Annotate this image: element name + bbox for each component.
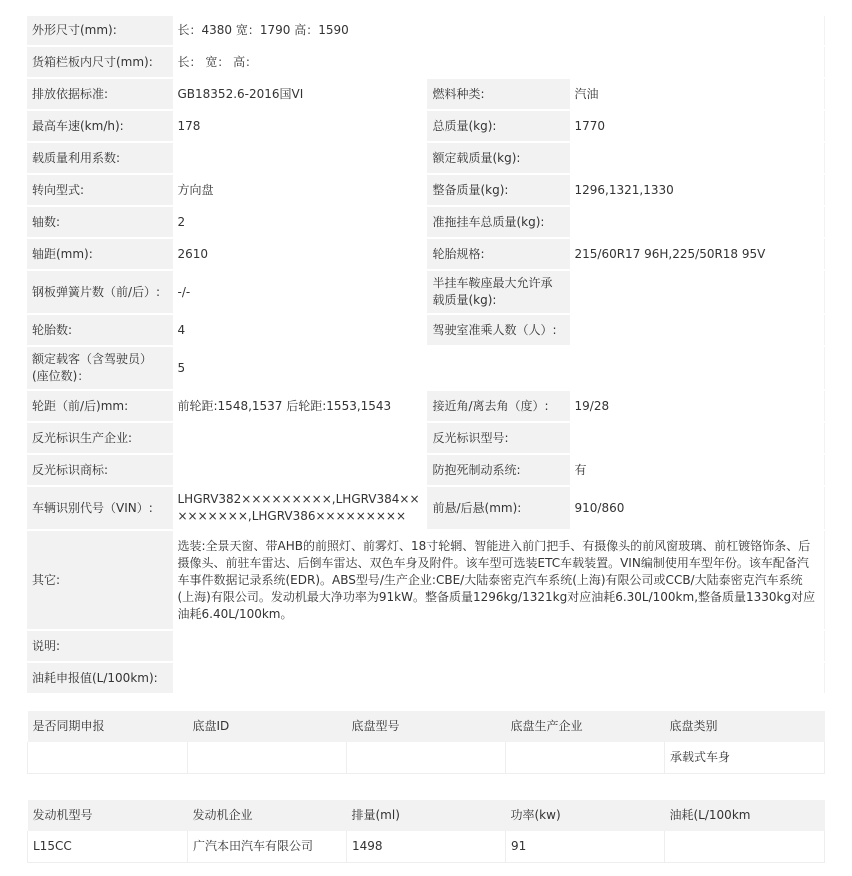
trailer-value	[569, 206, 824, 238]
chassis-header-row	[28, 711, 825, 742]
speed-label: 最高车速(km/h):	[27, 110, 172, 142]
engine-cell: 广汽本田汽车有限公司	[188, 831, 347, 863]
chassis-header: 底盘ID	[188, 711, 347, 742]
steering-label: 转向型式:	[27, 174, 172, 206]
reflect-maker-value	[172, 422, 427, 454]
steering-value: 方向盘	[172, 174, 427, 206]
tires-value: 4	[172, 314, 427, 346]
chassis-cell: 承载式车身	[665, 742, 825, 774]
chassis-cell	[506, 742, 665, 774]
seats-label: 额定载客（含驾驶员）(座位数)：	[27, 346, 172, 390]
table-row	[28, 831, 825, 863]
header-fade-overlay	[750, 800, 800, 831]
chassis-table	[27, 711, 825, 774]
rated-load-value	[569, 142, 824, 174]
axles-label: 轴数:	[27, 206, 172, 238]
engine-header: 功率(kw)	[506, 800, 665, 831]
vehicle-spec-table	[27, 16, 825, 695]
engine-header-row	[28, 800, 825, 831]
cargo-value: 长： 宽： 高：	[172, 46, 824, 78]
chassis-cell	[347, 742, 506, 774]
chassis-cell	[28, 742, 188, 774]
engine-header: 排量(ml)	[347, 800, 506, 831]
wheelbase-label: 轴距(mm):	[27, 238, 172, 270]
trailer-label: 准拖挂车总质量(kg):	[427, 206, 569, 238]
emission-value: GB18352.6-2016国VI	[172, 78, 427, 110]
util-label: 载质量利用系数:	[27, 142, 172, 174]
chassis-header: 底盘类别	[665, 711, 825, 742]
gross-label: 总质量(kg):	[427, 110, 569, 142]
curb-value: 1296,1321,1330	[569, 174, 824, 206]
vin-label: 车辆识别代号（VIN）:	[27, 486, 172, 530]
seats-value: 5	[172, 346, 824, 390]
tire-value: 215/60R17 96H,225/50R18 95V	[569, 238, 824, 270]
angle-value: 19/28	[569, 390, 824, 422]
note-value	[172, 630, 824, 662]
engine-header: 油耗(L/100km	[665, 800, 825, 831]
chassis-header: 底盘生产企业	[506, 711, 665, 742]
tire-label: 轮胎规格:	[427, 238, 569, 270]
vin-value: LHGRV382×××××××××,LHGRV384×××××××××,LHGRV386×××××××××	[172, 486, 427, 530]
wheelbase-value: 2610	[172, 238, 427, 270]
emission-label: 排放依据标准:	[27, 78, 172, 110]
reflect-brand-value	[172, 454, 427, 486]
tires-label: 轮胎数:	[27, 314, 172, 346]
reflect-model-label: 反光标识型号:	[427, 422, 569, 454]
other-value: 选装:全景天窗、带AHB的前照灯、前雾灯、18寸轮辋、智能进入前门把手、有摄像头的前风窗玻璃、前杠镀铬饰条、后摄像头、前驻车雷达、后倒车雷达、双色车身及附件。该车型可选装ETC车载装置。VIN编制使用车型年份。该车配备汽车事件数据记录系统(EDR)。ABS型号/生产企业:CBE/大陆泰密克汽车系统(上海)有限公司或CCB/大陆泰密克汽车系统(上海)有限公司。发动机最大净功率为91kW。整备质量1296kg/1321kg对应油耗6.30L/100km,整备质量1330kg对应油耗6.40L/100km。	[172, 530, 824, 630]
speed-value: 178	[172, 110, 427, 142]
engine-header: 发动机型号	[28, 800, 188, 831]
engine-cell: 91	[506, 831, 665, 863]
semi-label: 半挂车鞍座最大允许承载质量(kg):	[427, 270, 569, 314]
overhang-label: 前悬/后悬(mm):	[427, 486, 569, 530]
track-value: 前轮距:1548,1537 后轮距:1553,1543	[172, 390, 427, 422]
chassis-header: 底盘型号	[347, 711, 506, 742]
gross-value: 1770	[569, 110, 824, 142]
semi-value	[569, 270, 824, 314]
reflect-maker-label: 反光标识生产企业:	[27, 422, 172, 454]
curb-label: 整备质量(kg):	[427, 174, 569, 206]
dims-value: 长：4380 宽：1790 高：1590	[172, 16, 824, 46]
fuel-value: 汽油	[569, 78, 824, 110]
chassis-cell	[188, 742, 347, 774]
reflect-model-value	[569, 422, 824, 454]
engine-table	[27, 800, 825, 863]
cargo-label: 货箱栏板内尺寸(mm):	[27, 46, 172, 78]
overhang-value: 910/860	[569, 486, 824, 530]
engine-cell	[665, 831, 825, 863]
abs-value: 有	[569, 454, 824, 486]
leaf-label: 钢板弹簧片数（前/后）:	[27, 270, 172, 314]
cab-value	[569, 314, 824, 346]
chassis-header: 是否同期申报	[28, 711, 188, 742]
dims-label: 外形尺寸(mm):	[27, 16, 172, 46]
leaf-value: -/-	[172, 270, 427, 314]
rated-load-label: 额定载质量(kg):	[427, 142, 569, 174]
cab-label: 驾驶室准乘人数（人）:	[427, 314, 569, 346]
note-label: 说明:	[27, 630, 172, 662]
table-row	[28, 742, 825, 774]
engine-header: 发动机企业	[188, 800, 347, 831]
axles-value: 2	[172, 206, 427, 238]
engine-cell: 1498	[347, 831, 506, 863]
fuelcons-label: 油耗申报值(L/100km):	[27, 662, 172, 694]
fuelcons-value	[172, 662, 824, 694]
abs-label: 防抱死制动系统:	[427, 454, 569, 486]
engine-cell: L15CC	[28, 831, 188, 863]
other-label: 其它:	[27, 530, 172, 630]
util-value	[172, 142, 427, 174]
angle-label: 接近角/离去角（度）:	[427, 390, 569, 422]
fuel-label: 燃料种类:	[427, 78, 569, 110]
track-label: 轮距（前/后)mm:	[27, 390, 172, 422]
reflect-brand-label: 反光标识商标:	[27, 454, 172, 486]
